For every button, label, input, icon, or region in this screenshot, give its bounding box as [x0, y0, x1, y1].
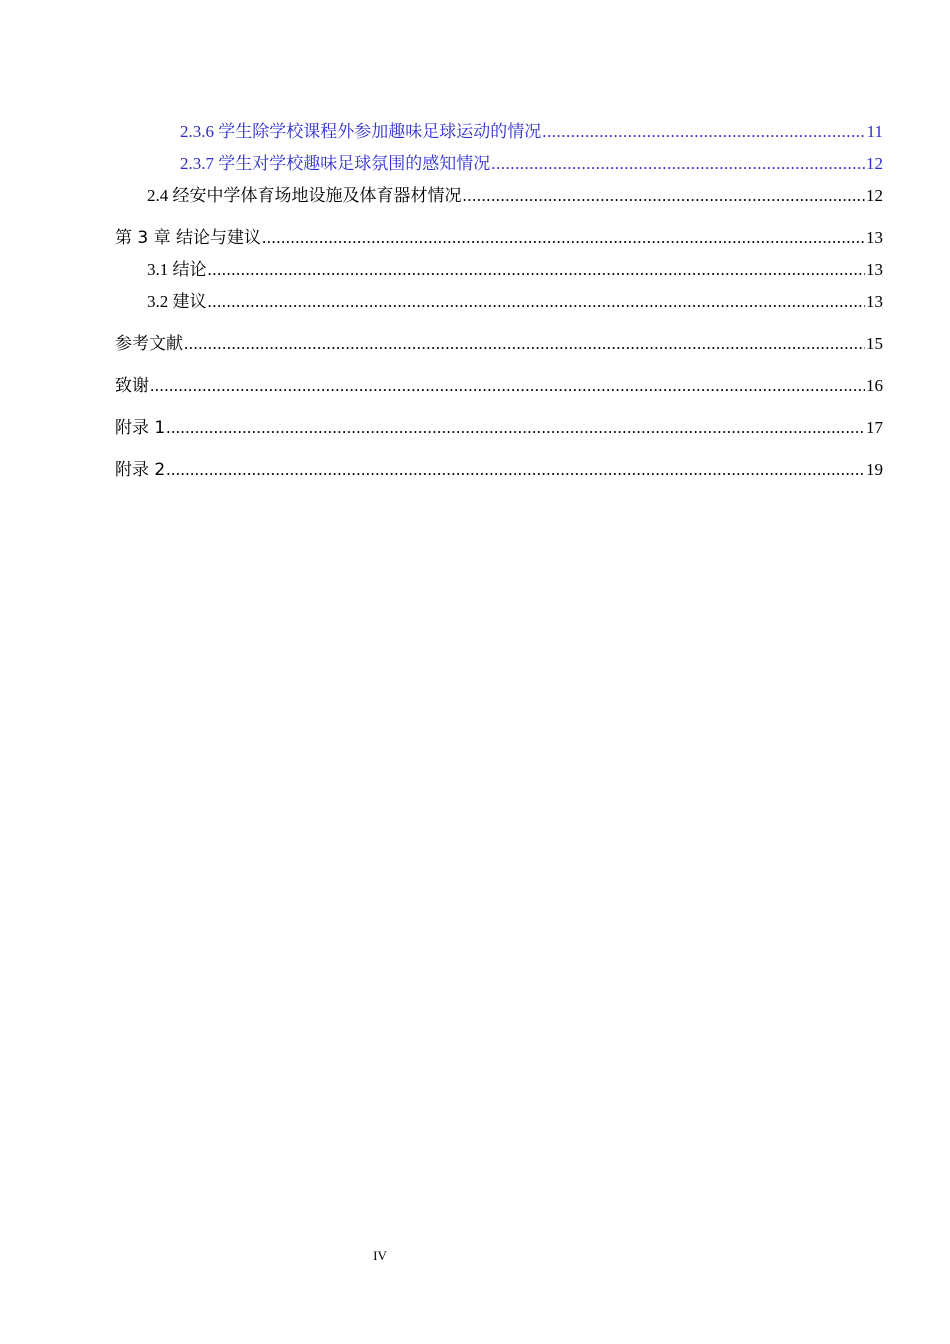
toc-entry-number: 2.3.6 — [180, 122, 219, 141]
toc-entry-title: 结论 — [172, 260, 207, 279]
dot-leader — [262, 222, 865, 254]
toc-entry-number: 第 3 章 — [115, 228, 177, 248]
dot-leader — [542, 116, 865, 148]
dot-leader — [166, 454, 865, 486]
toc-entry-title: 附录 1 — [115, 418, 166, 438]
toc-entry-page: 13 — [866, 260, 883, 279]
table-of-contents — [115, 116, 883, 486]
dot-leader — [208, 286, 866, 318]
toc-entry-page: 15 — [866, 334, 883, 353]
toc-entry-2-3-7[interactable] — [115, 148, 883, 180]
toc-entry-title: 附录 2 — [115, 460, 166, 480]
dot-leader — [150, 370, 865, 402]
toc-entry-title: 结论与建议 — [176, 228, 262, 248]
toc-entry-chapter-3[interactable] — [115, 222, 883, 254]
toc-entry-page: 19 — [866, 460, 883, 479]
dot-leader — [463, 180, 866, 212]
toc-entry-title: 致谢 — [115, 376, 149, 396]
toc-entry-2-3-6[interactable] — [115, 116, 883, 148]
toc-entry-number: 3.2 — [147, 292, 173, 311]
toc-entry-page: 12 — [866, 154, 883, 173]
toc-entry-page: 12 — [866, 186, 883, 205]
toc-entry-title: 经安中学体育场地设施及体育器材情况 — [172, 186, 462, 205]
toc-entry-number: 3.1 — [147, 260, 173, 279]
dot-leader — [184, 328, 865, 360]
dot-leader — [166, 412, 865, 444]
toc-entry-acknowledgements[interactable] — [115, 370, 883, 402]
toc-entry-3-2[interactable] — [115, 286, 883, 318]
toc-entry-references[interactable] — [115, 328, 883, 360]
toc-entry-page: 16 — [866, 376, 883, 395]
toc-entry-appendix-1[interactable] — [115, 412, 883, 444]
toc-entry-title: 建议 — [172, 292, 207, 311]
dot-leader — [491, 148, 865, 180]
toc-entry-2-4[interactable] — [115, 180, 883, 212]
toc-entry-title: 参考文献 — [115, 334, 183, 354]
toc-entry-3-1[interactable] — [115, 254, 883, 286]
dot-leader — [208, 254, 866, 286]
toc-entry-number: 2.3.7 — [180, 154, 219, 173]
toc-entry-number: 2.4 — [147, 186, 173, 205]
toc-entry-title: 学生对学校趣味足球氛围的感知情况 — [218, 154, 491, 173]
page-number-footer: IV — [373, 1248, 387, 1263]
toc-entry-page: 17 — [866, 418, 883, 437]
toc-entry-page: 13 — [866, 228, 883, 247]
toc-entry-appendix-2[interactable] — [115, 454, 883, 486]
toc-entry-page: 13 — [866, 292, 883, 311]
toc-entry-page: 11 — [866, 122, 883, 141]
toc-entry-title: 学生除学校课程外参加趣味足球运动的情况 — [218, 122, 542, 141]
